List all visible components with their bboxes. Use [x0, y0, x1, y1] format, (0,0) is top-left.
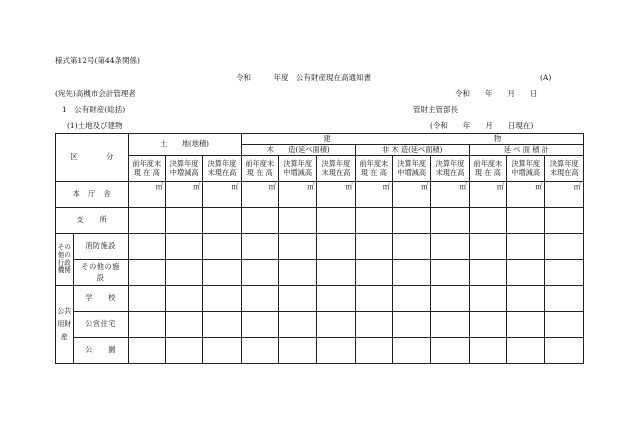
unit-cell: ㎡ [128, 182, 165, 208]
as-of-date: (令和 年 月 日現在) [430, 121, 534, 130]
addressee: (宛先)高槻市会計管理者 [55, 89, 136, 98]
subsection-heading: (1)土地及び建物 [67, 121, 123, 130]
col-prev: 前年度末 現 在 高 [469, 156, 506, 182]
col-curr: 決算年度 末現在高 [317, 156, 355, 182]
table-row [56, 260, 584, 286]
unit-cell: ㎡ [317, 182, 355, 208]
row-label-fire: 消防施設 [73, 234, 128, 260]
col-change: 決算年度 中増減高 [165, 156, 202, 182]
unit-cell: ㎡ [393, 182, 431, 208]
unit-cell: ㎡ [469, 182, 506, 208]
header-land: 土 地(地積) [128, 134, 241, 156]
row-label-other-facilities: その他の施設 [73, 260, 128, 286]
unit-cell: ㎡ [278, 182, 316, 208]
col-change: 決算年度 中増減高 [507, 156, 545, 182]
row-label-school: 学 校 [73, 286, 128, 312]
row-label-housing: 公営住宅 [73, 312, 128, 338]
issue-date: 令和 年 月 日 [455, 89, 538, 98]
row-label-park: 公 園 [73, 338, 128, 364]
unit-cell: ㎡ [545, 182, 584, 208]
unit-cell: ㎡ [241, 182, 278, 208]
row-label-shisho: 支 所 [56, 208, 129, 234]
section-heading: 1 公有財産(総括) [62, 105, 126, 114]
document-title: 令和 年度 公有財産現在高通知書 [236, 73, 371, 82]
col-change: 決算年度 中増減高 [278, 156, 316, 182]
group-label-other-admin: その他の行政機関 [56, 234, 74, 286]
unit-cell: ㎡ [507, 182, 545, 208]
table-row [56, 312, 584, 338]
header-wood: 木 造(延べ面積) [241, 145, 355, 156]
unit-cell: ㎡ [203, 182, 241, 208]
header-kubun: 区 分 [56, 134, 129, 182]
header-building-left: 建 [323, 133, 331, 143]
group-label-public-use: 公共用財産 [56, 286, 74, 364]
header-building [241, 134, 583, 145]
manager-title: 管財主管部長 [413, 105, 458, 114]
table-row [56, 286, 584, 312]
table-row [56, 338, 584, 364]
table-row [56, 182, 584, 208]
col-curr: 決算年度 末現在高 [431, 156, 469, 182]
table-row [56, 234, 584, 260]
col-prev: 前年度末 現 在 高 [241, 156, 278, 182]
form-number: 様式第12号(第44条関係) [55, 56, 140, 65]
col-curr: 決算年度 末現在高 [203, 156, 241, 182]
col-prev: 前年度末 現 在 高 [128, 156, 165, 182]
col-prev: 前年度末 現 在 高 [355, 156, 392, 182]
table-row [56, 208, 584, 234]
form-mark: (A) [540, 73, 552, 82]
unit-cell: ㎡ [431, 182, 469, 208]
header-nonwood: 非 木 造(延べ面積) [355, 145, 469, 156]
header-total-floor: 延 べ 面 積 計 [469, 145, 583, 156]
col-curr: 決算年度 末現在高 [545, 156, 584, 182]
unit-cell: ㎡ [355, 182, 392, 208]
col-change: 決算年度 中増減高 [393, 156, 431, 182]
row-label-honcho: 本 庁 舎 [56, 182, 129, 208]
property-summary-table [55, 133, 584, 364]
unit-cell: ㎡ [165, 182, 202, 208]
header-building-right: 物 [494, 133, 502, 143]
